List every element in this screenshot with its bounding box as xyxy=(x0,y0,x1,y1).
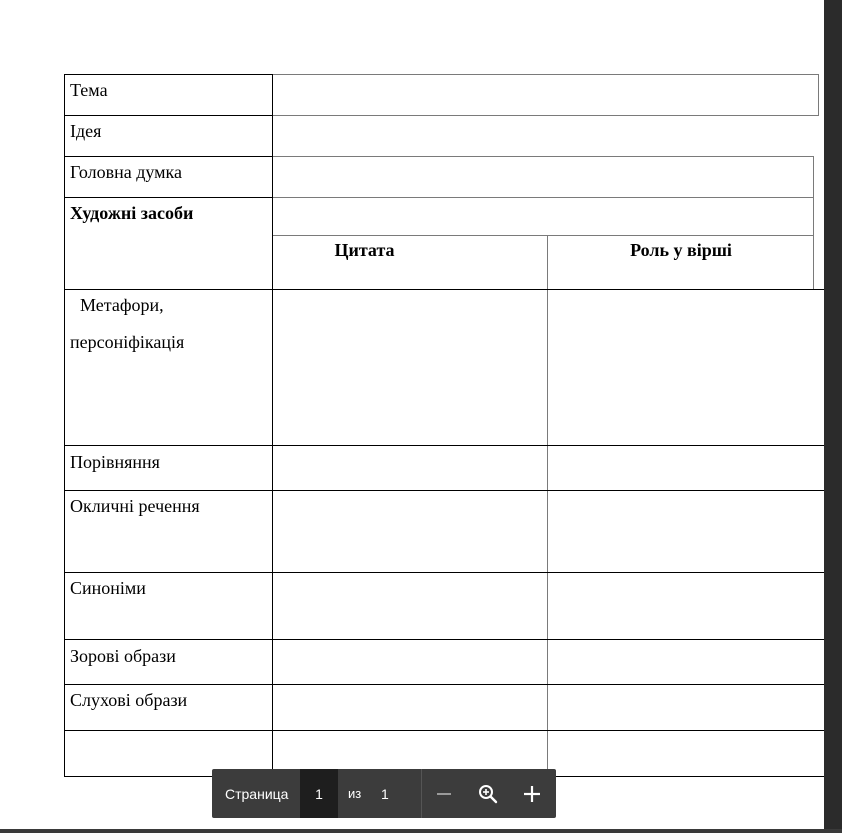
row-line xyxy=(273,197,814,198)
row-label-porivniannia: Порівняння xyxy=(70,452,160,472)
zoom-button[interactable] xyxy=(466,769,510,818)
page-toolbar xyxy=(212,769,556,818)
header-quote: Цитата xyxy=(334,240,395,260)
total-pages: 1 xyxy=(381,785,389,802)
row-line xyxy=(64,490,824,491)
row-label-personifikatsiia: персоніфікація xyxy=(70,332,185,352)
row-label-zorovi-obrazy: Зорові образи xyxy=(70,646,176,666)
zoom-out-button[interactable] xyxy=(422,769,466,818)
row-line xyxy=(273,115,819,116)
table-left-border xyxy=(64,74,65,777)
row-label-metafory: Метафори, xyxy=(80,295,164,315)
bottom-edge xyxy=(0,829,842,833)
row-tema-right-border xyxy=(818,74,819,116)
row-line xyxy=(64,572,824,573)
quote-column-border xyxy=(547,235,548,777)
row-line xyxy=(64,445,824,446)
header-role: Роль у вірші xyxy=(630,240,732,260)
row-label-synonimy: Синоніми xyxy=(70,578,146,598)
row-line xyxy=(273,74,819,75)
plus-icon xyxy=(522,784,542,804)
of-label: из xyxy=(348,786,362,801)
row-line xyxy=(64,156,273,157)
zoom-in-button[interactable] xyxy=(510,769,554,818)
minus-icon xyxy=(435,785,453,803)
row-label-oklychni-rechennia: Окличні речення xyxy=(70,496,200,516)
row-line xyxy=(64,74,273,75)
rows-right-border xyxy=(813,156,814,289)
row-label-tema: Тема xyxy=(70,80,108,100)
row-label-slukhovi-obrazy: Слухові образи xyxy=(70,690,188,710)
page-label: Страница xyxy=(225,785,289,802)
row-line xyxy=(64,684,824,685)
row-line xyxy=(273,235,814,236)
magnifier-plus-icon xyxy=(477,783,499,805)
current-page-input[interactable]: 1 xyxy=(300,769,338,818)
row-label-khudozhni-zasoby: Художні засоби xyxy=(70,203,194,223)
row-line xyxy=(64,289,824,290)
row-label-holovna-dumka: Головна думка xyxy=(70,162,182,182)
row-line xyxy=(273,156,814,157)
label-column-border xyxy=(272,74,273,777)
row-line xyxy=(64,115,273,116)
row-line xyxy=(64,197,273,198)
row-line xyxy=(64,730,824,731)
vertical-scrollbar[interactable] xyxy=(824,0,842,833)
row-line xyxy=(64,639,824,640)
row-label-ideia: Ідея xyxy=(70,121,102,141)
